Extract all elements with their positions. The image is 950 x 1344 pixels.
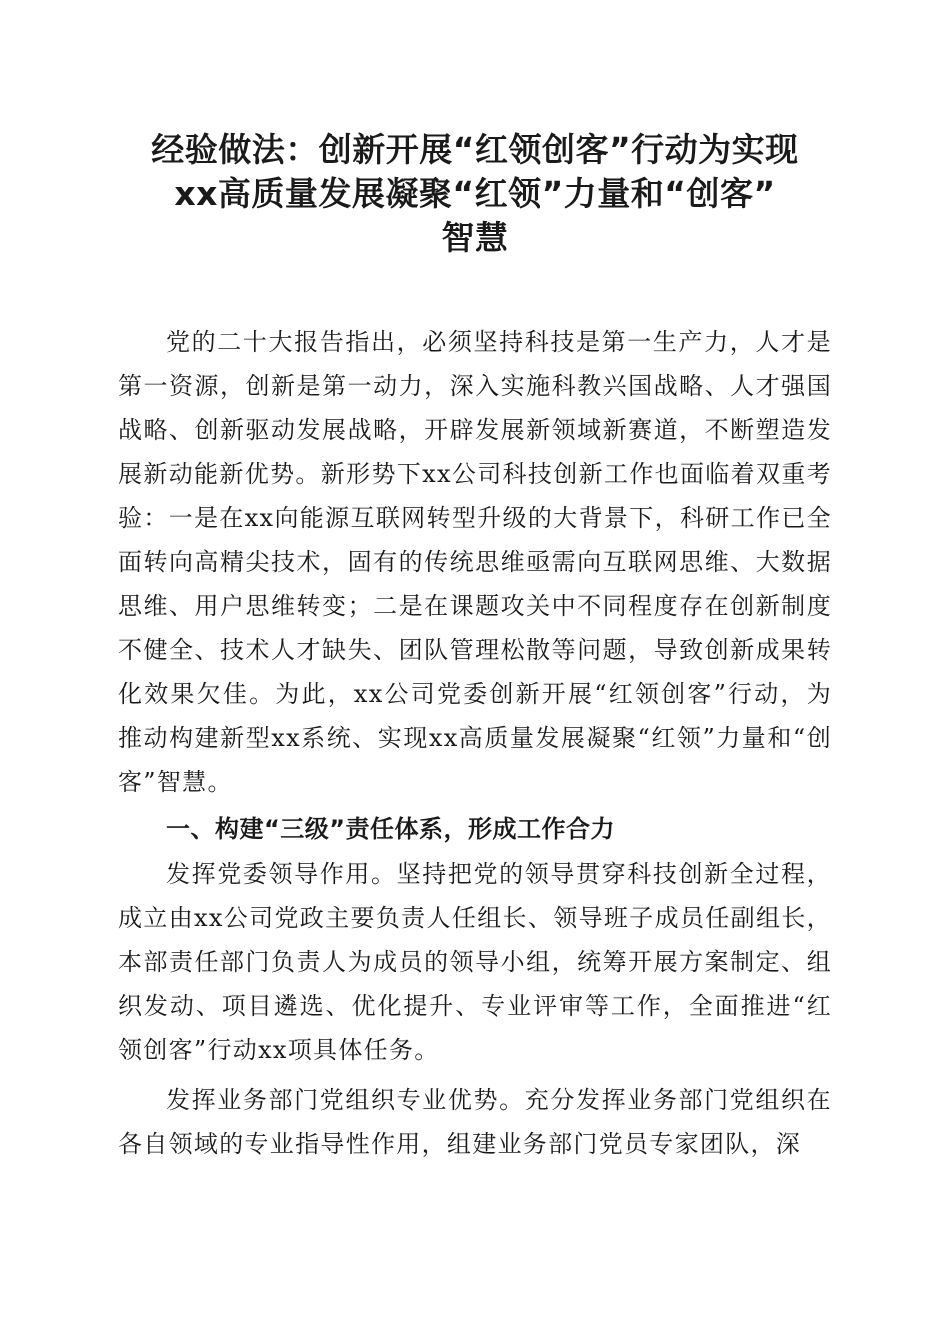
title-line-1: 经验做法：创新开展“红领创客”行动为实现 [151,130,799,169]
document-title [100,128,850,260]
body-paragraph-1: 发挥党委领导作用。坚持把党的领导贯穿科技创新全过程，成立由xx公司党政主要负责人任组长、领导班子成员任副组长，本部责任部门负责人为成员的领导小组，统筹开展方案制定、组织发动、项目遴选、优化提升、专业评审等工作，全面推进“红领创客”行动xx项具体任务。 [118,860,832,1064]
document-body [118,320,832,1166]
section-heading-1: 一、构建“三级”责任体系，形成工作合力 [166,815,616,843]
title-line-3: 智慧 [441,218,509,257]
title-line-2: xx高质量发展凝聚“红领”力量和“创客” [174,174,776,213]
body-paragraph-2: 发挥业务部门党组织专业优势。充分发挥业务部门党组织在各自领域的专业指导性作用，组建业务部门党员专家团队，深 [118,1086,832,1158]
intro-paragraph: 党的二十大报告指出，必须坚持科技是第一生产力，人才是第一资源，创新是第一动力，深入实施科教兴国战略、人才强国战略、创新驱动发展战略，开辟发展新领域新赛道，不断塑造发展新动能新优势。新形势下xx公司科技创新工作也面临着双重考验：一是在xx向能源互联网转型升级的大背景下，科研工作已全面转向高精尖技术，固有的传统思维亟需向互联网思维、大数据思维、用户思维转变；二是在课题攻关中不同程度存在创新制度不健全、技术人才缺失、团队管理松散等问题，导致创新成果转化效果欠佳。为此，xx公司党委创新开展“红领创客”行动，为推动构建新型xx系统、实现xx高质量发展凝聚“红领”力量和“创客”智慧。 [118,328,832,796]
